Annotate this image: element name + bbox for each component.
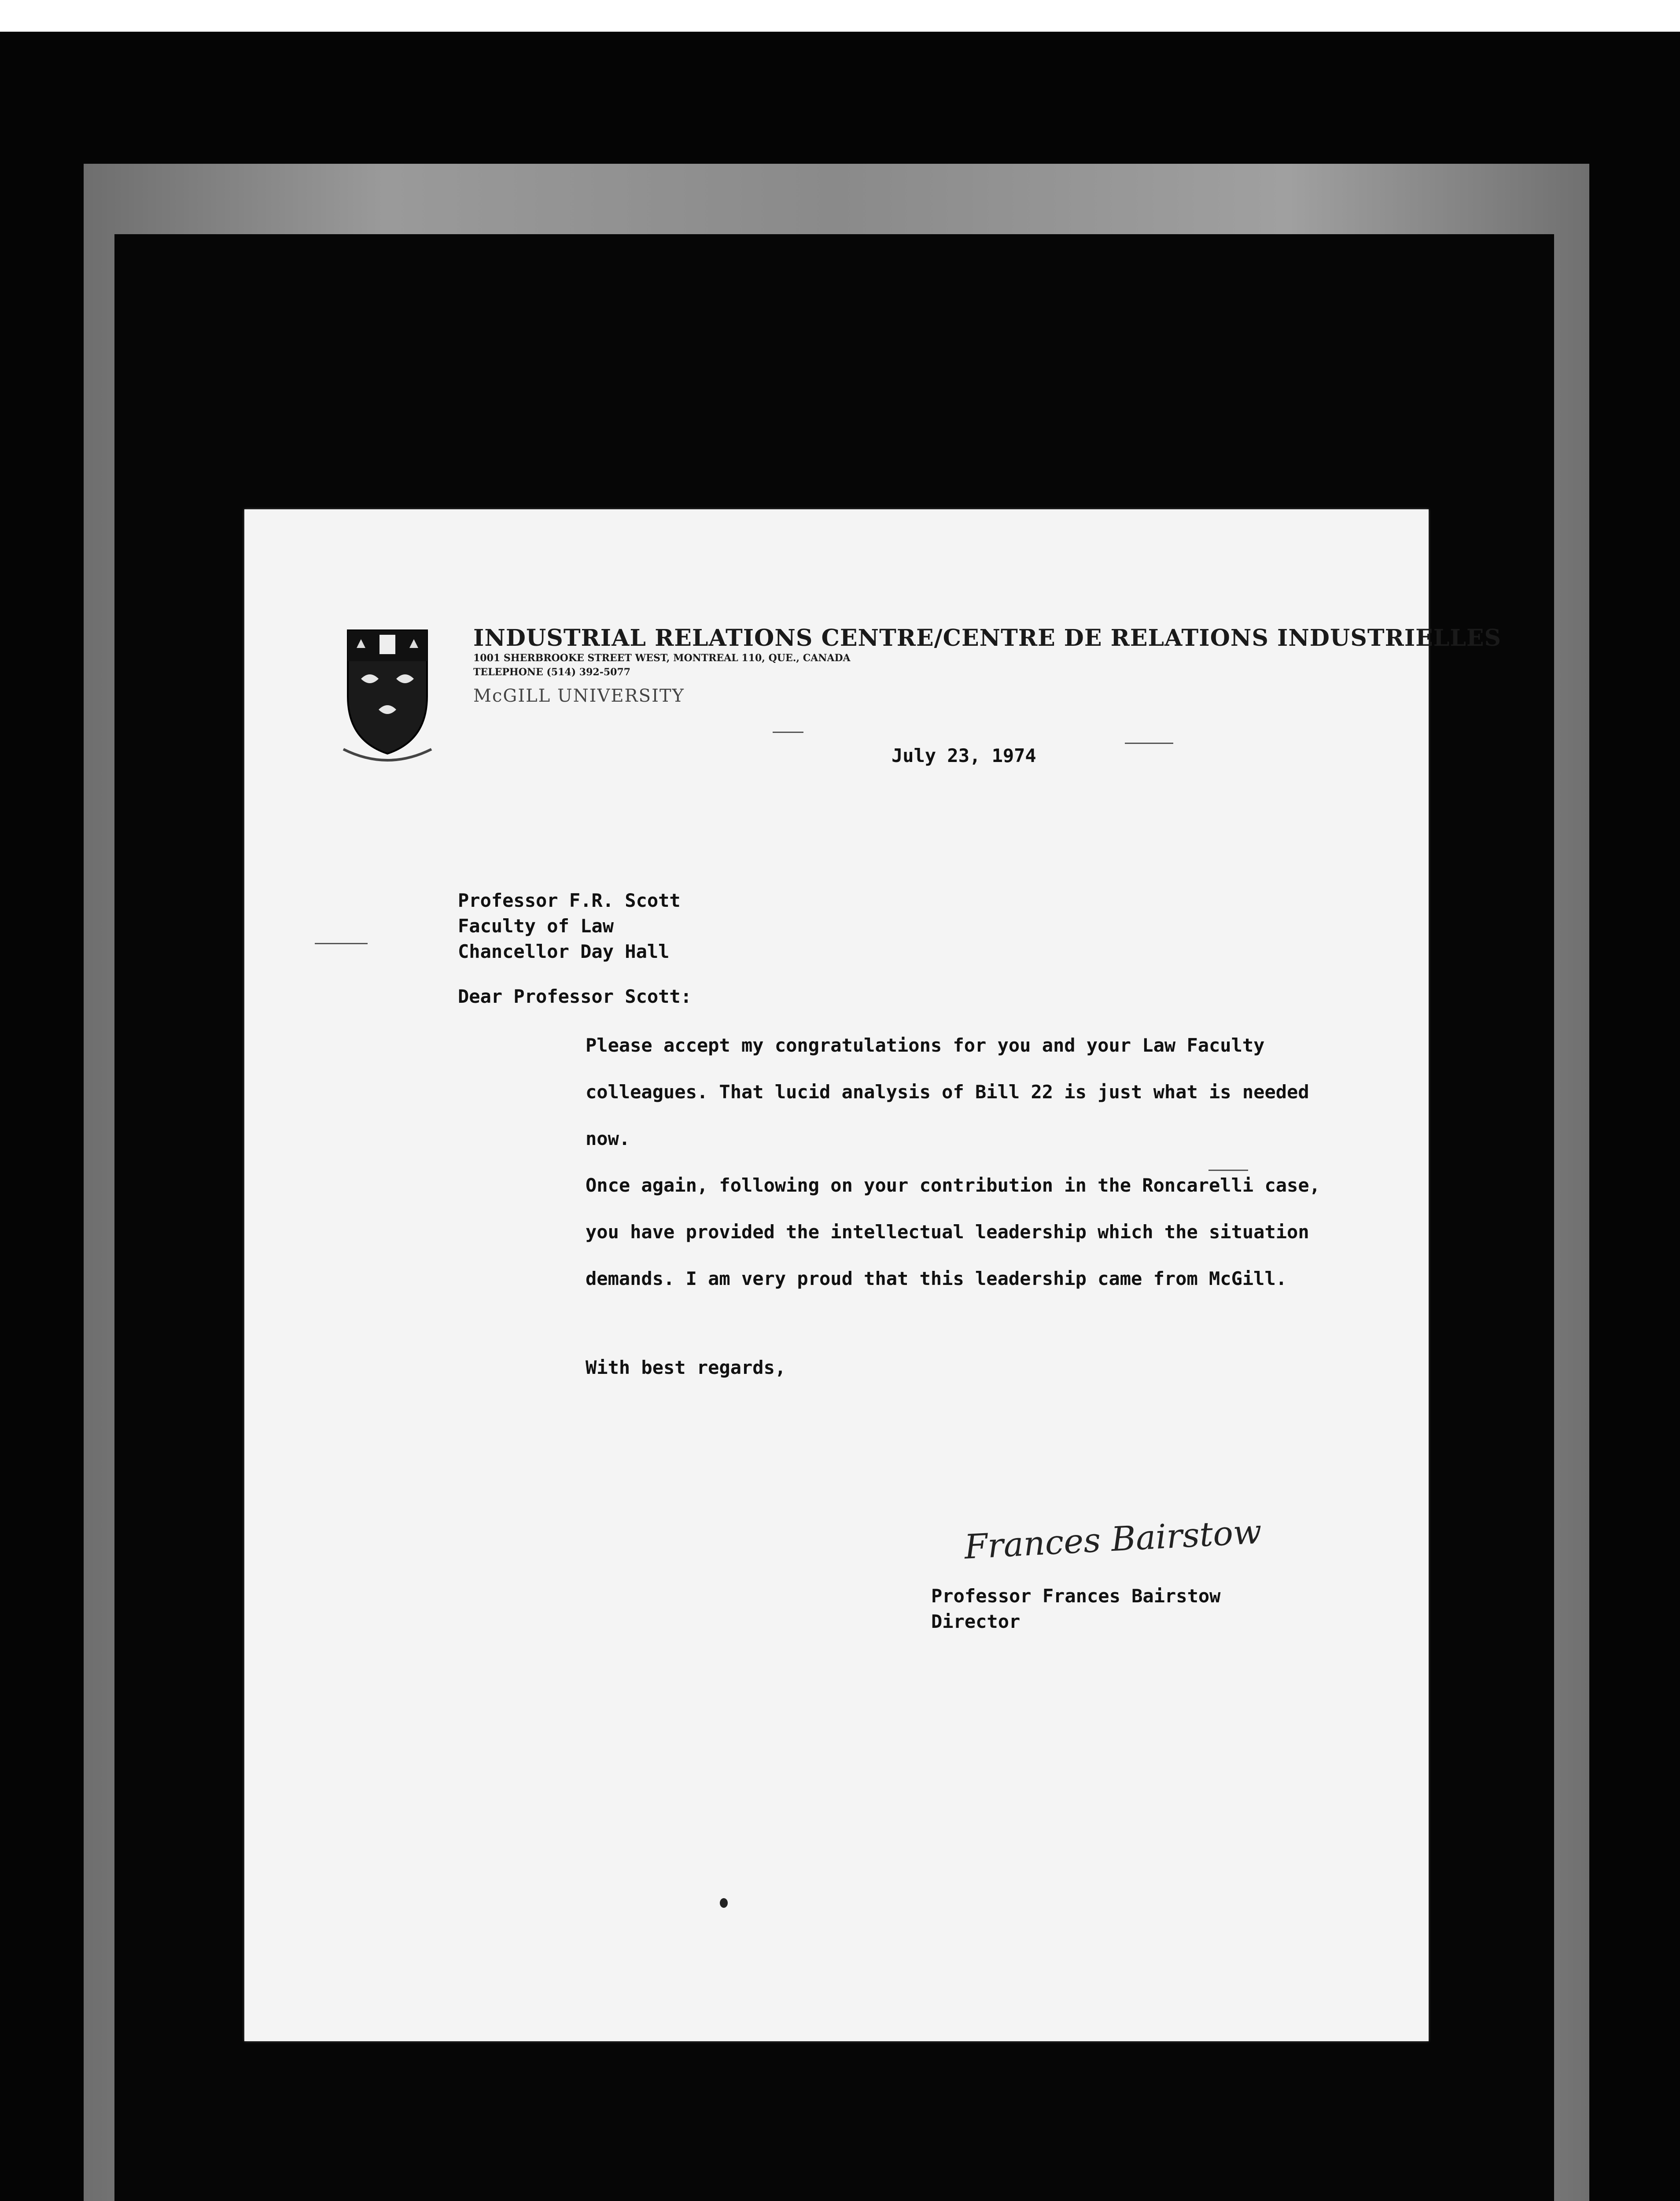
signature-block (931, 1583, 1220, 1634)
paragraph: Please accept my congratulations for you and your Law Faculty colleagues. That lucid analysis of Bill 22 is just what is needed now. (586, 1034, 1309, 1149)
film-scratch (1208, 1170, 1248, 1171)
handwritten-signature: Frances Bairstow (963, 1512, 1263, 1567)
letter-date: July 23, 1974 (892, 745, 1036, 766)
letterhead-title: INDUSTRIAL RELATIONS CENTRE/CENTRE DE RELATIONS INDUSTRIELLES (473, 625, 1502, 651)
film-speck (720, 1898, 728, 1908)
recipient-address (458, 888, 681, 964)
mcgill-crest-icon (339, 622, 436, 767)
film-scratch (773, 732, 803, 733)
sender-name: Professor Frances Bairstow (931, 1585, 1221, 1607)
recipient-line: Chancellor Day Hall (458, 941, 670, 962)
paragraph: Once again, following on your contribution in the Roncarelli case, you have provided the intellectual leadership which the situation demands. I am very proud that this leadership came from McGill. (586, 1174, 1320, 1289)
salutation: Dear Professor Scott: (458, 986, 692, 1007)
letterhead-university: McGILL UNIVERSITY (473, 686, 685, 706)
recipient-line: Faculty of Law (458, 915, 614, 937)
film-scratch (1125, 743, 1173, 744)
letterhead-telephone: TELEPHONE (514) 392-5077 (473, 666, 631, 678)
letter-body (458, 1022, 1360, 1302)
closing: With best regards, (586, 1357, 786, 1378)
letterhead-address: 1001 SHERBROOKE STREET WEST, MONTREAL 110, QUE., CANADA (473, 652, 851, 664)
recipient-line: Professor F.R. Scott (458, 890, 681, 911)
letterhead (473, 625, 1502, 706)
film-scratch (315, 943, 368, 944)
film-frame (0, 32, 1680, 2201)
letter-page (244, 509, 1502, 2041)
sender-title: Director (931, 1611, 1021, 1632)
